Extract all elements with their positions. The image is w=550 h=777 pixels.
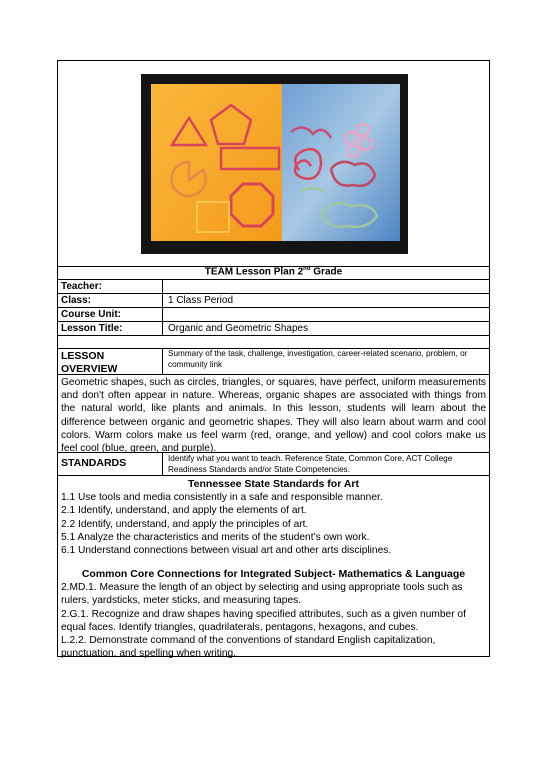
artwork-photo (141, 74, 408, 254)
info-label: Teacher: (61, 281, 102, 292)
core-connections-list (61, 581, 486, 661)
state-standards-list (61, 491, 486, 557)
artwork-image (141, 74, 408, 254)
lesson-plan-table (57, 60, 490, 660)
info-row-course-unit (58, 308, 489, 322)
core-connections-title: Common Core Connections for Integrated Subject- Mathematics & Language (81, 568, 466, 580)
overview-text: Geometric shapes, such as circles, triangles, or squares, have perfect, uniform measurements and don't often appear in nature. Whereas, organic shapes are associated with things from the natural world, like plants and animals. In this lesson, students will learn about the difference between organic and geometric shapes. They will also learn about warm and cool colors. Warm colors make us feel warm (red, orange, and yellow) and cool colors make us feel cool (blue, green, and purple). (61, 377, 486, 455)
standards-heading: STANDARDS (61, 457, 127, 469)
info-label: Lesson Title: (61, 323, 123, 334)
info-label: Class: (61, 295, 92, 306)
info-row-teacher (58, 280, 489, 294)
state-standards-title: Tennessee State Standards for Art (188, 478, 359, 490)
list-item: 1.1 Use tools and media consistently in a safe and responsible manner. (61, 492, 383, 503)
standards-hint: Identify what you want to teach. Reference State, Common Core, ACT College Readiness Standards and/or State Competencies. (168, 454, 453, 474)
info-row-lesson-title (58, 322, 489, 336)
list-item: 2.G.1. Recognize and draw shapes having specified attributes, such as a given number of equal faces. Identify triangles, quadrilaterals, pentagons, hexagons, and cubes. (61, 608, 466, 633)
overview-header (58, 348, 489, 375)
lesson-plan-title: TEAM Lesson Plan 2nd Grade (58, 266, 489, 280)
overview-hint: Summary of the task, challenge, investigation, career-related scenario, problem, or community link (168, 349, 468, 369)
list-item: 5.1 Analyze the characteristics and merits of the student’s own work. (61, 531, 370, 543)
overview-heading: LESSON OVERVIEW (61, 350, 118, 375)
standards-header (58, 452, 489, 476)
info-value: Organic and Geometric Shapes (168, 323, 309, 334)
list-item: 2.2 Identify, understand, and apply the principles of art. (61, 518, 309, 530)
list-item: 2.1 Identify, understand, and apply the elements of art. (61, 505, 307, 517)
list-item: 2.MD.1. Measure the length of an object by selecting and using appropriate tools such as rulers, yardsticks, meter sticks, and measuring tapes. (61, 582, 463, 607)
info-value: 1 Class Period (168, 295, 234, 306)
list-item: L.2.2. Demonstrate command of the conventions of standard English capitalization, punctuation, and spelling when writing. (61, 635, 436, 660)
info-row-class (58, 294, 489, 308)
info-label: Course Unit: (61, 309, 121, 320)
list-item: 6.1 Understand connections between visual art and other arts disciplines. (61, 545, 392, 557)
photo-cell (58, 61, 489, 267)
